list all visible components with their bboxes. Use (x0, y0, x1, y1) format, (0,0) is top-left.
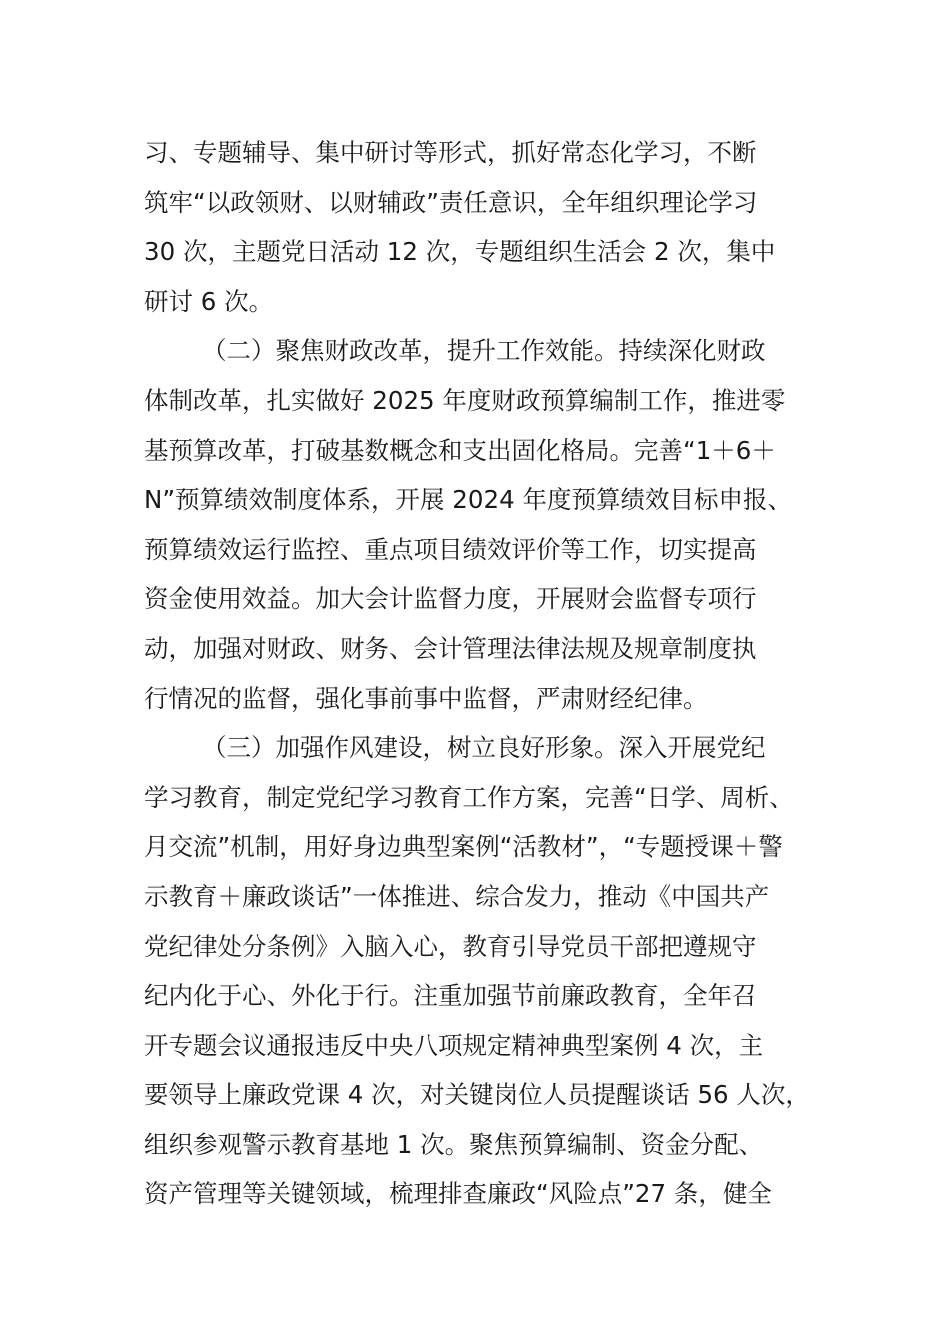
text-line: 党纪律处分条例》入脑入心，教育引导党员干部把遵规守 (144, 931, 757, 961)
text-line: 月交流”机制，用好身边典型案例“活教材”，“专题授课＋警 (144, 832, 783, 862)
text-line: 示教育＋廉政谈话”一体推进、综合发力，推动《中国共产 (144, 881, 770, 911)
text-line: 要领导上廉政党课 4 次，对关键岗位人员提醒谈话 56 人次， (144, 1080, 810, 1110)
text-line: 预算绩效运行监控、重点项目绩效评价等工作，切实提高 (144, 534, 757, 564)
text-line: 30 次，主题党日活动 12 次，专题组织生活会 2 次，集中 (144, 237, 776, 267)
text-line: 资金使用效益。加大会计监督力度，开展财会监督专项行 (144, 584, 757, 614)
text-line: 筑牢“以政领财、以财辅政”责任意识，全年组织理论学习 (144, 187, 758, 217)
paragraph-3 (144, 723, 834, 1219)
text-line: N”预算绩效制度体系，开展 2024 年度预算绩效目标申报、 (144, 485, 792, 515)
text-line: 基预算改革，打破基数概念和支出固化格局。完善“1＋6＋ (144, 435, 776, 465)
text-line: （三）加强作风建设，树立良好形象。深入开展党纪 (202, 733, 766, 763)
paragraph-2 (144, 326, 834, 723)
text-line: （二）聚焦财政改革，提升工作效能。持续深化财政 (202, 336, 766, 366)
text-line: 研讨 6 次。 (144, 286, 274, 316)
paragraph-1 (144, 128, 834, 326)
text-line: 组织参观警示教育基地 1 次。聚焦预算编制、资金分配、 (144, 1129, 764, 1159)
text-line: 开专题会议通报违反中央八项规定精神典型案例 4 次，主 (144, 1030, 764, 1060)
text-line: 习、专题辅导、集中研讨等形式，抓好常态化学习，不断 (144, 138, 757, 167)
document-body (144, 128, 834, 1219)
text-line: 体制改革，扎实做好 2025 年度财政预算编制工作，推进零 (144, 385, 786, 415)
text-line: 学习教育，制定党纪学习教育工作方案，完善“日学、周析、 (144, 782, 794, 812)
text-line: 行情况的监督，强化事前事中监督，严肃财经纪律。 (144, 683, 708, 713)
text-line: 纪内化于心、外化于行。注重加强节前廉政教育，全年召 (144, 981, 757, 1011)
text-line: 动，加强对财政、财务、会计管理法律法规及规章制度执 (144, 633, 757, 663)
text-line: 资产管理等关键领域，梳理排查廉政“风险点”27 条，健全 (144, 1179, 772, 1209)
